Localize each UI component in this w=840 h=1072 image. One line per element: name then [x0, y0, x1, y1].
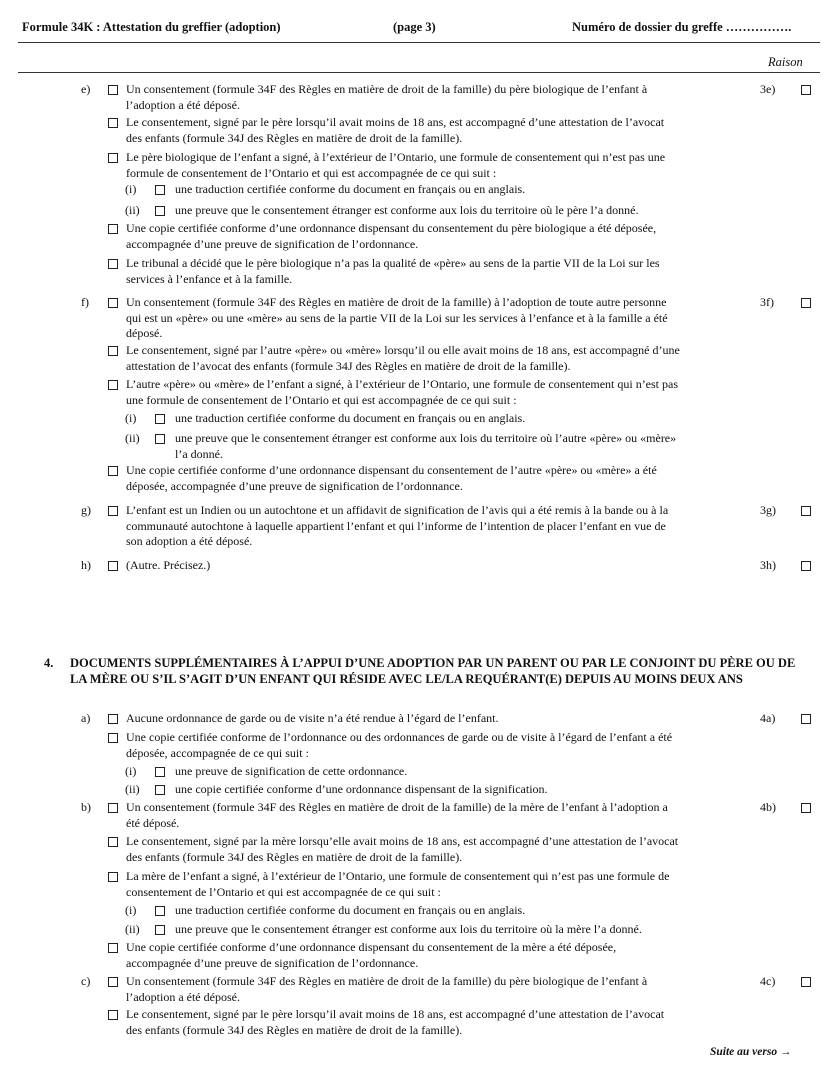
item-letter: b)	[81, 800, 91, 814]
checkbox[interactable]	[108, 298, 118, 308]
checkbox[interactable]	[108, 733, 118, 743]
checkbox[interactable]	[108, 85, 118, 95]
item-text-line: Un consentement (formule 34F des Règles en matière de droit de la famille) du père biologique de l’enfant à	[126, 82, 648, 96]
item-letter: e)	[81, 82, 91, 96]
checkbox[interactable]	[108, 872, 118, 882]
item-text-line: communauté autochtone à laquelle appartient l’enfant et qui l’informe de l’intention de placer l’enfant en vue de	[126, 518, 666, 533]
item-text	[175, 764, 745, 780]
item-letter: c)	[81, 974, 91, 988]
reason-checkbox[interactable]	[801, 506, 811, 516]
checkbox[interactable]	[108, 118, 118, 128]
item-text	[175, 922, 745, 938]
item-text-line: Une copie certifiée conforme d’une ordonnance dispensant du consentement de l’autre «père» ou «mère» a été	[126, 463, 657, 477]
item-text	[175, 903, 745, 919]
item-text-line: déposée, accompagnée de ce qui suit :	[126, 745, 309, 760]
reason-checkbox[interactable]	[801, 85, 811, 95]
item-text-line: Un consentement (formule 34F des Règles en matière de droit de la famille) à l’adoption de toute autre personne	[126, 295, 667, 309]
reason-code: 3e)	[760, 82, 776, 96]
item-text-line: Une copie certifiée conforme d’une ordonnance dispensant du consentement de la mère a été déposée,	[126, 940, 617, 954]
item-text-line: La mère de l’enfant a signé, à l’extérieur de l’Ontario, une formule de consentement qui n’est pas une formule de	[126, 869, 670, 883]
item-text-line: L’enfant est un Indien ou un autochtone et un affidavit de signification de l’avis qui a été remis à la bande ou à la	[126, 503, 669, 517]
reason-code: 3f)	[760, 295, 774, 309]
item-text-line: des enfants (formule 34J des Règles en matière de droit de la famille).	[126, 1022, 463, 1037]
item-text-line: consentement de l’Ontario et qui est accompagnée de ce qui suit :	[126, 884, 441, 899]
item-text	[175, 782, 745, 798]
item-text-line: Le tribunal a décidé que le père biologique n’a pas la qualité de «père» au sens de la partie VII de la Loi sur les	[126, 256, 660, 270]
checkbox[interactable]	[108, 259, 118, 269]
item-text-line: Une copie certifiée conforme de l’ordonnance ou des ordonnances de garde ou de visite à l’égard de l’enfant a été	[126, 730, 673, 744]
item-text	[126, 869, 745, 900]
item-text-line: une preuve que le consentement étranger est conforme aux lois du territoire où le père l’a donné.	[175, 203, 639, 217]
item-text-line: Un consentement (formule 34F des Règles en matière de droit de la famille) de la mère de l’enfant à l’adoption a	[126, 800, 668, 814]
file-number-label: Numéro de dossier du greffe …………….	[572, 20, 792, 34]
checkbox[interactable]	[108, 837, 118, 847]
item-text	[126, 940, 745, 971]
reason-checkbox[interactable]	[801, 977, 811, 987]
item-text-line: l’a donné.	[175, 446, 223, 461]
item-text-line: une traduction certifiée conforme du document en français ou en anglais.	[175, 182, 526, 196]
item-text	[126, 256, 745, 287]
reason-checkbox[interactable]	[801, 803, 811, 813]
item-text-line: Aucune ordonnance de garde ou de visite n’a été rendue à l’égard de l’enfant.	[126, 711, 499, 725]
checkbox[interactable]	[108, 153, 118, 163]
item-text-line: Un consentement (formule 34F des Règles en matière de droit de la famille) du père biologique de l’enfant à	[126, 974, 648, 988]
item-text-line: une preuve que le consentement étranger est conforme aux lois du territoire où l’autre «père» ou «mère»	[175, 431, 677, 445]
sub-item-numeral: (ii)	[125, 782, 140, 796]
item-text-line: l’adoption a été déposé.	[126, 97, 240, 112]
item-text-line: qui est un «père» ou une «mère» au sens de la partie VII de la Loi sur les services à l’enfance et à la famille a été	[126, 310, 668, 325]
item-text-line: Une copie certifiée conforme d’une ordonnance dispensant du consentement du père biologique a été déposée,	[126, 221, 657, 235]
item-text-line: l’adoption a été déposé.	[126, 989, 240, 1004]
item-text-line: accompagnée d’une preuve de signification de l’ordonnance.	[126, 236, 419, 251]
item-text	[175, 203, 745, 219]
sub-item-numeral: (i)	[125, 411, 137, 425]
sub-item-numeral: (ii)	[125, 431, 140, 445]
item-text	[126, 503, 745, 550]
item-letter: f)	[81, 295, 89, 309]
item-text-line: Le consentement, signé par le père lorsqu’il avait moins de 18 ans, est accompagné d’une attestation de l’avocat	[126, 115, 665, 129]
checkbox[interactable]	[108, 506, 118, 516]
item-text-line: Le consentement, signé par le père lorsqu’il avait moins de 18 ans, est accompagné d’une attestation de l’avocat	[126, 1007, 665, 1021]
item-text-line: Le consentement, signé par la mère lorsqu’elle avait moins de 18 ans, est accompagné d’une attestation de l’avocat	[126, 834, 679, 848]
checkbox[interactable]	[155, 925, 165, 935]
checkbox[interactable]	[155, 785, 165, 795]
reason-checkbox[interactable]	[801, 298, 811, 308]
section-number: 4.	[44, 656, 54, 670]
item-text	[126, 730, 745, 761]
item-text-line: une preuve de signification de cette ordonnance.	[175, 764, 408, 778]
item-letter: a)	[81, 711, 91, 725]
section-title: DOCUMENTS SUPPLÉMENTAIRES À L’APPUI D’UNE ADOPTION PAR UN PARENT OU PAR LE CONJOINT DU PÈRE OU DE LA MÈRE OU S’IL S’AGIT D’UN ENFANT QUI RÉSIDE AVEC LE/LA REQUÉRANT(E) DEPUIS AU MOINS DEUX ANS	[70, 656, 796, 686]
item-text-line: déposée, accompagnée d’une preuve de signification de l’ordonnance.	[126, 478, 463, 493]
page-number: (page 3)	[393, 20, 436, 34]
item-text	[126, 1007, 745, 1038]
item-text	[126, 295, 745, 342]
sub-item-numeral: (i)	[125, 903, 137, 917]
checkbox[interactable]	[155, 414, 165, 424]
checkbox[interactable]	[108, 714, 118, 724]
header-rule	[18, 42, 820, 43]
checkbox[interactable]	[155, 767, 165, 777]
checkbox[interactable]	[108, 466, 118, 476]
item-text	[126, 377, 745, 408]
continued-on-back: Suite au verso →	[710, 1046, 792, 1058]
raison-header: Raison	[768, 55, 803, 69]
item-text	[126, 82, 745, 113]
item-text-line: déposé.	[126, 326, 163, 340]
item-text-line: des enfants (formule 34J des Règles en matière de droit de la famille).	[126, 130, 463, 145]
reason-code: 4b)	[760, 800, 776, 814]
item-text-line: attestation de l’avocat des enfants (formule 34J des Règles en matière de droit de la famille).	[126, 358, 571, 373]
item-text-line: L’autre «père» ou «mère» de l’enfant a signé, à l’extérieur de l’Ontario, une formule de consentement qui n’est pas	[126, 377, 679, 391]
item-text-line: accompagnée d’une preuve de signification de l’ordonnance.	[126, 955, 419, 970]
reason-checkbox[interactable]	[801, 714, 811, 724]
item-text-line: Le consentement, signé par l’autre «père» ou «mère» lorsqu’il ou elle avait moins de 18 ans, est accompagné d’une	[126, 343, 680, 357]
checkbox[interactable]	[108, 561, 118, 571]
reason-code: 4c)	[760, 974, 776, 988]
checkbox[interactable]	[108, 943, 118, 953]
item-text	[126, 558, 745, 574]
item-letter: g)	[81, 503, 91, 517]
item-text	[126, 150, 745, 181]
item-text	[175, 431, 745, 462]
checkbox[interactable]	[108, 346, 118, 356]
item-text-line: services à l’enfance et à la famille.	[126, 271, 293, 286]
sub-item-numeral: (i)	[125, 764, 137, 778]
checkbox[interactable]	[155, 185, 165, 195]
item-text-line: Le père biologique de l’enfant a signé, à l’extérieur de l’Ontario, une formule de consentement qui n’est pas une	[126, 150, 666, 164]
sub-item-numeral: (ii)	[125, 922, 140, 936]
checkbox[interactable]	[108, 224, 118, 234]
sub-item-numeral: (i)	[125, 182, 137, 196]
reason-checkbox[interactable]	[801, 561, 811, 571]
item-text	[126, 221, 745, 252]
sub-item-numeral: (ii)	[125, 203, 140, 217]
raison-rule	[18, 72, 820, 73]
item-text-line: une formule de consentement de l’Ontario et qui est accompagnée de ce qui suit :	[126, 392, 517, 407]
checkbox[interactable]	[108, 803, 118, 813]
item-letter: h)	[81, 558, 91, 572]
item-text	[175, 411, 745, 427]
item-text-line: formule de consentement de l’Ontario et qui est accompagnée de ce qui suit :	[126, 165, 497, 180]
item-text-line: une traduction certifiée conforme du document en français ou en anglais.	[175, 903, 526, 917]
reason-code: 3g)	[760, 503, 776, 517]
item-text	[126, 343, 745, 374]
item-text-line: une traduction certifiée conforme du document en français ou en anglais.	[175, 411, 526, 425]
item-text	[126, 834, 745, 865]
checkbox[interactable]	[108, 1010, 118, 1020]
item-text	[126, 463, 745, 494]
checkbox[interactable]	[155, 434, 165, 444]
item-text	[126, 800, 745, 831]
reason-code: 3h)	[760, 558, 776, 572]
item-text	[126, 711, 745, 727]
reason-code: 4a)	[760, 711, 776, 725]
checkbox[interactable]	[108, 977, 118, 987]
checkbox[interactable]	[155, 906, 165, 916]
item-text-line: des enfants (formule 34J des Règles en matière de droit de la famille).	[126, 849, 463, 864]
checkbox[interactable]	[155, 206, 165, 216]
item-text-line: son adoption a été déposé.	[126, 534, 253, 548]
item-text	[175, 182, 745, 198]
item-text	[126, 115, 745, 146]
item-text-line: une copie certifiée conforme d’une ordonnance dispensant de la signification.	[175, 782, 548, 796]
form-title: Formule 34K : Attestation du greffier (adoption)	[22, 20, 281, 34]
item-text-line: (Autre. Précisez.)	[126, 558, 211, 572]
item-text-line: une preuve que le consentement étranger est conforme aux lois du territoire où la mère l’a donné.	[175, 922, 642, 936]
item-text	[126, 974, 745, 1005]
checkbox[interactable]	[108, 380, 118, 390]
item-text-line: été déposé.	[126, 815, 180, 830]
